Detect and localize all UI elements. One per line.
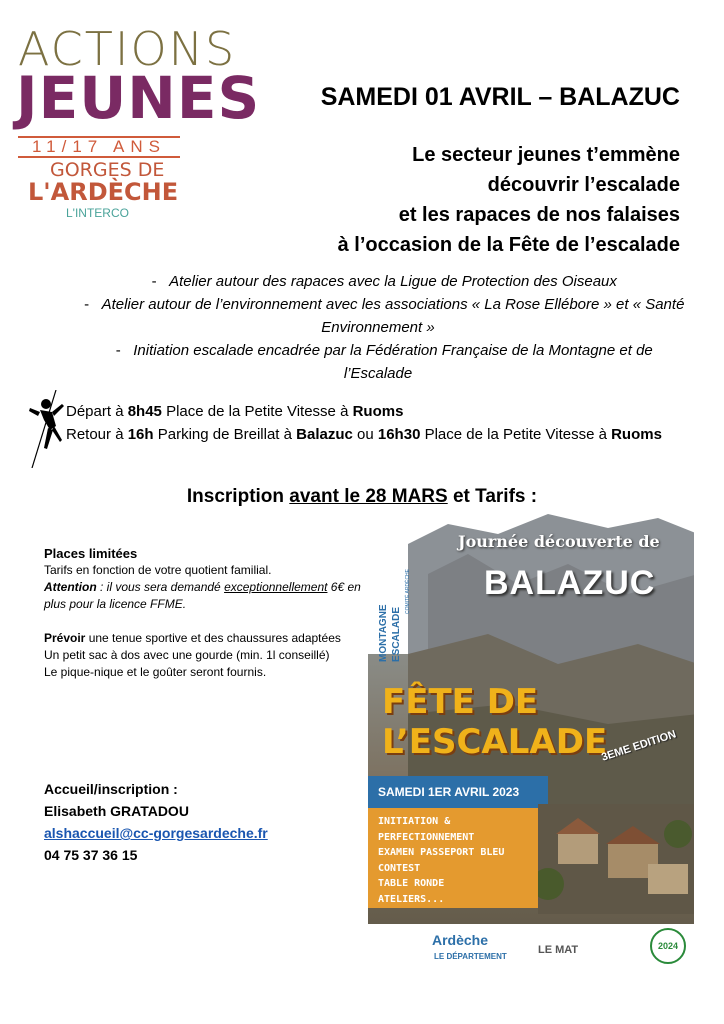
retour-place2: Ruoms: [611, 426, 662, 443]
logo-jeunes: JEUNES: [16, 64, 261, 132]
retour-mid2: Place de la Petite Vitesse à: [420, 426, 612, 443]
logo-comite: COMITÉ ARDÈCHE: [405, 568, 411, 614]
village-image: [538, 804, 694, 914]
workshop-text: Atelier autour de l’environnement avec les associations « La Rose Ellébore » et « Santé Environnement »: [101, 296, 685, 336]
logo-ardeche: L'ARDÈCHE: [28, 178, 179, 206]
activity-item: CONTEST: [378, 862, 421, 874]
attention-exc: exceptionnellement: [224, 580, 328, 594]
logo-montagne: MONTAGNE: [378, 604, 389, 662]
actions-jeunes-logo: [14, 22, 261, 222]
subtitle-line: à l’occasion de la Fête de l’escalade: [337, 234, 680, 256]
logo-interco: L'INTERCO: [66, 206, 129, 220]
logo-actions: ACTIONS: [18, 22, 237, 76]
poster-date: SAMEDI 1ER AVRIL 2023: [368, 776, 548, 808]
subtitle-line: et les rapaces de nos falaises: [398, 204, 680, 226]
attention-end: 6€ en plus pour la licence FFME.: [44, 580, 361, 611]
sac-text: Un petit sac à dos avec une gourde (min. 1l conseillé): [44, 648, 330, 662]
inscription-deadline: avant le 28 MARS: [289, 486, 448, 507]
depart-line: [66, 400, 666, 423]
ardeche-logo: Ardèche: [432, 932, 489, 948]
depart-time: 8h45: [127, 403, 162, 420]
inscription-suffix: et Tarifs :: [447, 486, 538, 507]
workshop-text: Initiation escalade encadrée par la Fédération Française de la Montagne et de l’Escalade: [133, 342, 653, 382]
list-item: - Initiation escalade encadrée par la Fédération Française de la Montagne et de l’Escalade: [115, 342, 653, 382]
piquenique-text: Le pique-nique et le goûter seront fournis.: [44, 665, 267, 679]
poster-footer: [368, 924, 694, 978]
attention-body: : il vous sera demandé: [96, 580, 225, 594]
inscription-heading: [0, 486, 724, 508]
tarifs-text: Tarifs en fonction de votre quotient familial.: [44, 563, 272, 577]
workshop-list: [68, 270, 688, 385]
workshop-text: Atelier autour des rapaces avec la Ligue de Protection des Oiseaux: [169, 273, 617, 290]
retour-time: 16h: [127, 426, 154, 443]
prevoir-body: une tenue sportive et des chaussures adaptées: [85, 631, 341, 645]
activity-item: ATELIERS...: [378, 893, 445, 905]
event-poster: [368, 514, 694, 978]
depart-prefix: Départ à: [66, 403, 128, 420]
subtitle-line: Le secteur jeunes t’emmène: [412, 144, 680, 166]
page-title: SAMEDI 01 AVRIL – BALAZUC: [320, 83, 680, 111]
activity-item: INITIATION & PERFECTIONNEMENT: [378, 816, 475, 843]
badge-2024: 2024: [650, 928, 686, 964]
inscription-prefix: Inscription: [186, 486, 290, 507]
retour-place: Balazuc: [296, 426, 353, 443]
poster-fete: FÊTE DE L’ESCALADE: [382, 682, 608, 762]
poster-heading: Journée découverte de: [458, 532, 660, 551]
retour-time2: 16h30: [377, 426, 421, 443]
activity-item: TABLE RONDE: [378, 878, 445, 889]
retour-prefix: Retour à: [66, 426, 128, 443]
depart-mid: Place de la Petite Vitesse à: [161, 403, 353, 420]
schedule: [66, 400, 666, 446]
attention-text: [44, 579, 364, 613]
subtitle: [338, 140, 680, 260]
logo-escalade: ESCALADE: [391, 606, 402, 662]
prevoir-label: Prévoir: [44, 631, 86, 645]
subtitle-line: découvrir l’escalade: [487, 174, 680, 196]
logo-ages: 11/17 ANS: [18, 136, 180, 158]
depart-place: Ruoms: [352, 403, 404, 420]
phone-number: 04 75 37 36 15: [44, 847, 138, 863]
retour-mid: Parking de Breillat à: [153, 426, 297, 443]
montagne-escalade-logo: [372, 534, 412, 664]
poster-place: BALAZUC: [484, 564, 656, 602]
info-block: [44, 545, 364, 681]
poster-edition: 3EME EDITION: [600, 728, 678, 764]
contact-block: [44, 778, 268, 866]
prevoir-text: [44, 630, 364, 647]
logo-gorges: GORGES DE: [50, 159, 165, 181]
le-mat-logo: LE MAT: [538, 944, 579, 956]
list-item: - Atelier autour des rapaces avec la Ligue de Protection des Oiseaux: [151, 273, 617, 290]
email-link[interactable]: alshaccueil@cc-gorgesardeche.fr: [44, 825, 268, 841]
attention-label: Attention: [44, 580, 97, 594]
list-item: - Atelier autour de l’environnement avec les associations « La Rose Ellébore » et « Santé Environnement »: [84, 296, 685, 336]
retour-line: [66, 423, 666, 446]
poster-activities: [368, 808, 548, 908]
contact-name: Elisabeth GRATADOU: [44, 803, 189, 819]
activity-item: EXAMEN PASSEPORT BLEU: [378, 847, 505, 858]
ardeche-sub: LE DÉPARTEMENT: [434, 952, 507, 961]
contact-label: Accueil/inscription :: [44, 781, 178, 797]
retour-or: ou: [352, 426, 378, 443]
places-heading: Places limitées: [44, 546, 138, 561]
